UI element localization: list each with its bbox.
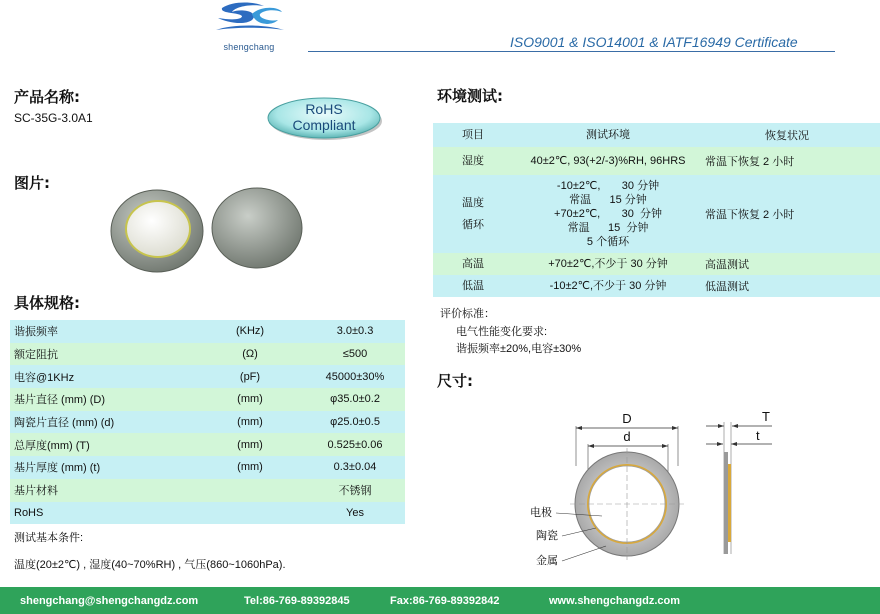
spec-table: [10, 320, 405, 524]
footer-tel: Tel:86-769-89392845: [244, 595, 350, 607]
env-row: [433, 253, 880, 275]
label-ceramic: 陶瓷: [536, 529, 558, 542]
photo-heading: 图片:: [14, 174, 50, 192]
env-recovery: 高温测试: [705, 259, 749, 271]
spec-value: Yes: [346, 506, 364, 519]
env-condition-line: -10±2℃, 30 分钟: [556, 180, 660, 192]
product-name-heading: 产品名称:: [14, 88, 80, 106]
env-header-recovery: 恢复状况: [765, 130, 809, 142]
env-condition-line: 常温 15 分钟: [567, 222, 649, 234]
env-condition-line: 40±2℃, 93(+2/-3)%RH, 96HRS: [530, 155, 686, 167]
env-recovery: 低温测试: [705, 281, 749, 293]
spec-unit: (mm): [237, 393, 263, 406]
env-item: [433, 175, 513, 253]
spec-unit: (mm): [237, 438, 263, 451]
env-test-table: [433, 123, 880, 297]
eval-subtitle: 电气性能变化要求:: [456, 325, 548, 338]
env-recovery: 常温下恢复 2 小时: [705, 209, 795, 221]
spec-row: [10, 479, 405, 502]
dimensions-heading: 尺寸:: [437, 372, 473, 390]
spec-unit: (mm): [237, 416, 263, 429]
spec-value: 3.0±0.3: [336, 325, 374, 338]
env-item: [433, 275, 513, 297]
spec-row: [10, 411, 405, 434]
eval-title: 评价标准：: [440, 308, 495, 320]
label-metal: 金属: [536, 554, 558, 567]
spec-value: φ35.0±0.2: [330, 393, 380, 406]
env-table-header: [433, 123, 880, 147]
label-electrode: 电极: [530, 506, 552, 519]
spec-row: [10, 343, 405, 366]
spec-row: [10, 320, 405, 343]
rohs-badge-line2: Compliant: [292, 117, 356, 133]
spec-name: 额定阻抗: [14, 349, 58, 362]
dim-label-D: D: [622, 411, 632, 426]
env-condition: [513, 275, 703, 297]
env-item-line: 低温: [462, 280, 484, 292]
test-conditions-text: 温度(20±2℃) , 湿度(40~70%RH) , 气压(860~1060hPa).: [14, 559, 286, 571]
spec-unit: (mm): [237, 461, 263, 474]
spec-value: 45000±30%: [325, 370, 385, 383]
spec-name: 总厚度(mm) (T): [14, 439, 90, 452]
spec-name: 电容@1KHz: [14, 371, 75, 384]
env-item: [433, 253, 513, 275]
spec-unit: (pF): [239, 370, 261, 383]
env-condition: [513, 175, 703, 253]
footer-email[interactable]: shengchang@shengchangdz.com: [20, 595, 199, 607]
spec-value: 0.3±0.04: [333, 461, 377, 474]
footer-fax: Fax:86-769-89392842: [390, 595, 500, 607]
spec-unit: (Ω): [242, 348, 258, 361]
rohs-badge-line1: RoHS: [305, 101, 343, 117]
env-condition-line: 常温 15 分钟: [569, 194, 647, 206]
spec-row: [10, 365, 405, 388]
eval-text: 谐振频率±20%,电容±30%: [456, 343, 582, 355]
env-row: [433, 147, 880, 175]
spec-value: ≤500: [342, 348, 368, 361]
dim-label-d: d: [623, 429, 631, 444]
contact-footer: [0, 587, 880, 614]
env-condition-line: +70±2℃,不少于 30 分钟: [548, 258, 668, 270]
spec-value: 0.525±0.06: [327, 438, 383, 451]
spec-row: [10, 502, 405, 525]
spec-value: φ25.0±0.5: [330, 416, 380, 429]
spec-row: [10, 433, 405, 456]
spec-name: 陶瓷片直径 (mm) (d): [14, 417, 115, 430]
dim-label-T: T: [762, 409, 770, 424]
product-photo: [108, 186, 308, 276]
dimension-drawing: [510, 404, 792, 584]
spec-name: 基片材料: [14, 485, 58, 498]
spec-row: [10, 456, 405, 479]
env-item-line: 循环: [462, 219, 484, 231]
spec-heading: 具体规格:: [14, 294, 80, 312]
spec-name: 谐振频率: [14, 326, 58, 339]
spec-name: 基片厚度 (mm) (t): [14, 462, 101, 475]
env-test-heading: 环境测试:: [437, 87, 503, 105]
spec-unit: (KHz): [235, 325, 265, 338]
dim-label-t: t: [756, 428, 760, 443]
certificate-text: ISO9001 & ISO14001 & IATF16949 Certificate: [510, 34, 798, 50]
env-item-line: 高温: [462, 258, 484, 270]
spec-name: RoHS: [14, 506, 44, 519]
logo-wordmark: shengchang: [223, 42, 275, 52]
spec-name: 基片直径 (mm) (D): [14, 394, 106, 407]
test-conditions-title: 测试基本条件:: [14, 532, 84, 544]
spec-row: [10, 388, 405, 411]
spec-value: 不锈钢: [338, 485, 372, 498]
env-recovery: 常温下恢复 2 小时: [705, 156, 795, 168]
footer-website[interactable]: www.shengchangdz.com: [549, 595, 680, 607]
env-item-line: 温度: [462, 197, 484, 209]
env-item: [433, 147, 513, 175]
env-condition-line: -10±2℃,不少于 30 分钟: [549, 280, 667, 292]
rohs-compliant-badge: [266, 94, 384, 142]
product-model: SC-35G-3.0A1: [14, 111, 93, 125]
evaluation-criteria: [440, 306, 581, 359]
env-condition: [513, 147, 703, 175]
env-row: [433, 275, 880, 297]
env-header-env: 测试环境: [586, 129, 630, 141]
env-row: [433, 175, 880, 253]
header-divider: [308, 51, 835, 52]
env-condition-line: +70±2℃, 30 分钟: [554, 208, 662, 220]
env-condition-line: 5 个循环: [586, 236, 630, 248]
env-header-item: 项目: [462, 129, 484, 141]
env-item-line: 湿度: [462, 155, 484, 167]
env-condition: [513, 253, 703, 275]
